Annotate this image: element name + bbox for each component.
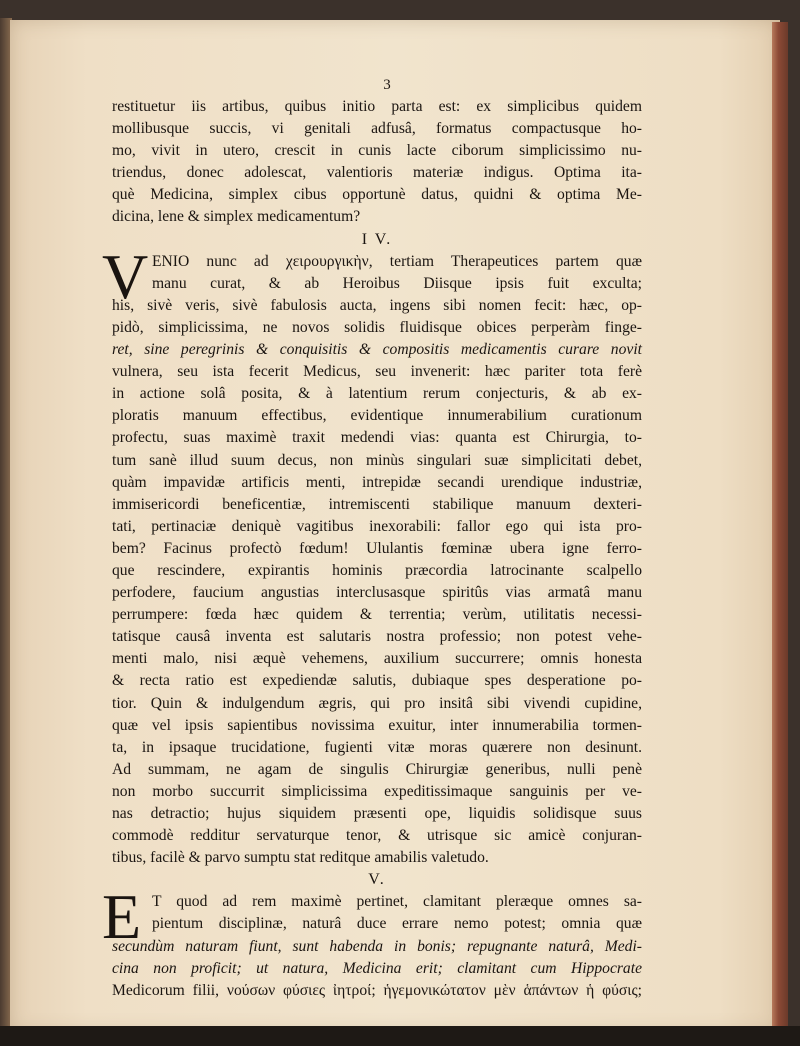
text-line: mo, vivit in utero, crescit in cunis lacte ciborum simplicissimo nu-	[112, 142, 642, 160]
paragraph-3	[102, 881, 642, 1001]
drop-cap: V	[102, 240, 149, 312]
text-line: ploratis manuum effectibus, evidentique innumerabilium curationum	[112, 407, 642, 425]
text-line: Ad summam, ne agam de singulis Chirurgiæ generibus, nulli penè	[112, 760, 642, 778]
text-line: restituetur iis artibus, quibus initio parta est: ex simplicibus quidem	[112, 98, 642, 115]
page-text	[102, 76, 642, 1002]
text-line: his, sivè veris, sivè fabulosis aucta, ingens sibi nomen fecit: hæc, op-	[112, 296, 642, 314]
text-line: quæ vel ipsis sapientibus novissima exuitur, inter innumerabilia tormen-	[112, 716, 642, 734]
text-line: dicina, lene & simplex medicamentum?	[112, 208, 361, 226]
text-line: non morbo succurrit simplicissima expeditissimaque sanguinis per ve-	[112, 782, 642, 800]
page-edges	[772, 22, 788, 1030]
text-line: in actione solâ posita, & à latentium rerum conjecturis, & ab ex-	[112, 385, 642, 403]
text-line: mollibusque succis, vi genitali adfusâ, formatus compactusque ho-	[112, 120, 642, 138]
drop-cap: E	[102, 881, 142, 953]
text-line: tior. Quin & indulgendum ægris, qui pro insitâ sibi vivendi cupidine,	[112, 694, 642, 712]
text-line: profectu, suas maximè traxit medendi vias: quanta est Chirurgia, to-	[112, 429, 642, 447]
text-line: cina non proficit; ut natura, Medicina erit; clamitant cum Hippocrate	[112, 959, 642, 977]
text-line: perfodere, faucium angustias interclusasque spiritûs vias armatâ manu	[112, 584, 642, 602]
text-line: commodè redditur servaturque tenor, & utrisque sic amicè conjuran-	[112, 827, 642, 845]
page-number: 3	[383, 77, 391, 93]
text-line: Medicorum filii, νούσων φύσιες ἰητροί; ἡγεμονικώτατον μὲν ἁπάντων ἡ φύσις;	[112, 981, 642, 999]
text-line: què Medicina, simplex cibus opportunè datus, quidni & optima Me-	[112, 186, 642, 204]
text-line: T quod ad rem maximè pertinet, clamitant pleræque omnes sa-	[152, 893, 642, 911]
text-line: ta, in ipsaque trucidatione, fugienti vitæ moras quærere non desinunt.	[112, 738, 642, 756]
section-heading-iv: I V.	[361, 230, 393, 248]
text-line: tatisque causâ inventa est salutaris nostra professio; non potest vehe-	[112, 628, 642, 646]
text-line: tum sanè illud suum decus, non minùs singulari suæ simplicitati debet,	[112, 451, 642, 469]
text-line: triendus, donec adolescat, valentioris materiæ indigus. Optima ita-	[112, 164, 642, 182]
text-line: tati, pertinaciæ deniquè vagitibus inexorabili: fallor ego qui ista pro-	[112, 517, 642, 535]
text-line: & recta ratio est expediendæ salutis, dubiaque spes desperatione po-	[112, 672, 642, 690]
text-line: pidò, simplicissima, ne novos solidis fluidisque obices perperàm finge-	[112, 318, 642, 336]
text-line: bem? Facinus profectò fœdum! Ululantis fœminæ ubera igne ferro-	[112, 539, 642, 557]
text-line: ENIO nunc ad χειρουργικὴν, tertiam Therapeutices partem quæ	[152, 252, 642, 270]
paragraph-1	[112, 96, 642, 229]
text-line: immisericordi beneficentiæ, intremiscenti stabilique manuum dexteri-	[112, 495, 642, 513]
section-heading-v: V.	[368, 871, 386, 889]
scan-bottom-band	[0, 1026, 800, 1046]
text-line: manu curat, & ab Heroibus Diisque ipsis fuit exculta;	[152, 274, 642, 292]
text-line: menti malo, nisi æquè vehemens, auxilium succurrere; omnis honesta	[112, 650, 642, 668]
text-line: perrumpere: fœda hæc quidem & terrentia; verùm, utilitatis necessi-	[112, 606, 642, 624]
text-line: que rescindere, expirantis hominis præcordia latrocinante scalpello	[112, 561, 642, 579]
text-line: tibus, facilè & parvo sumptu stat reditque amabilis valetudo.	[112, 849, 489, 867]
text-line: vulnera, seu ista fecerit Medicus, seu invenerit: hæc pariter tota ferè	[112, 363, 642, 381]
text-line: secundùm naturam fiunt, sunt habenda in bonis; repugnante naturâ, Medi-	[112, 937, 642, 955]
text-line: quàm impavidæ artificis menti, intrepidæ secandi urendique industriæ,	[112, 473, 642, 491]
text-line: ret, sine peregrinis & conquisitis & compositis medicamentis curare novit	[112, 341, 642, 359]
paragraph-2	[102, 240, 642, 870]
text-line: nas detractio; hujus siquidem præsenti ope, liquidis solidisque suus	[112, 805, 642, 822]
text-line: pientum disciplinæ, naturâ duce errare nemo potest; omnia quæ	[152, 915, 642, 933]
